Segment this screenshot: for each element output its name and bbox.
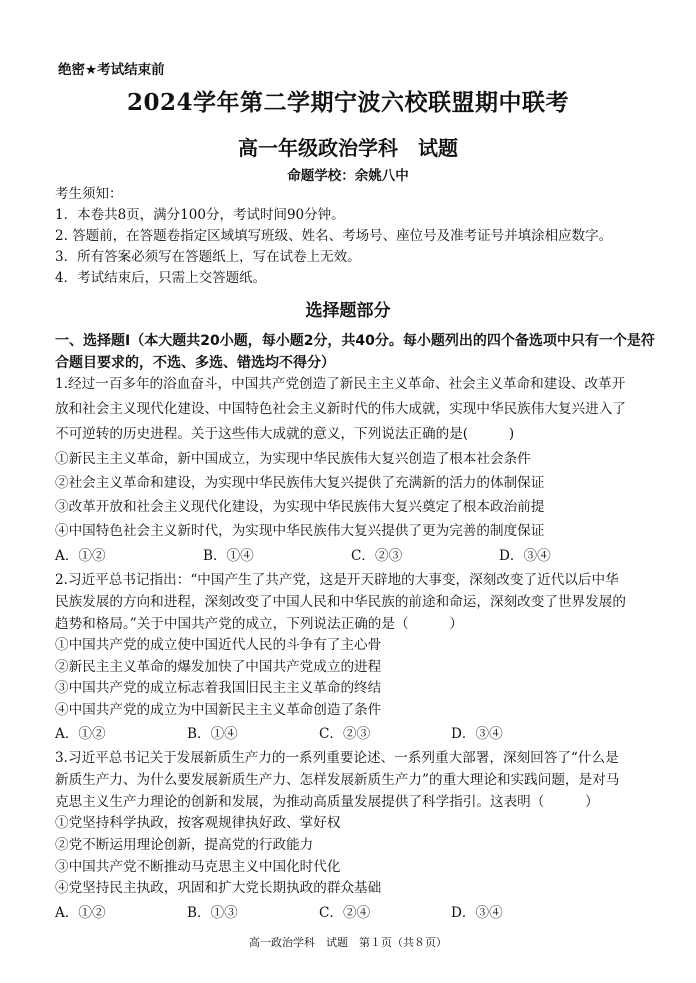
exam-notice [55, 184, 612, 289]
notice-item: 1．本卷共8页，满分100分，考试时间90分钟。 [55, 207, 345, 223]
question-option: ④中国共产党的成立为中国新民主主义革命创造了条件 [55, 701, 382, 718]
answer-choices [55, 721, 665, 747]
question-stem-line: 不可逆转的历史进程。关于这些伟大成就的意义，下列说法正确的是( ) [55, 426, 515, 442]
question-stem-line: 趋势和格局。”关于中国共产党的成立，下列说法正确的是（ ） [55, 616, 463, 632]
section-title: 选择题部分 [305, 301, 391, 321]
notice-item: 2. 答题前，在答题卷指定区域填写班级、姓名、考场号、座位号及准考证号并填涂相应数字。 [55, 228, 613, 244]
answer-choice-d: D．③④ [451, 904, 503, 921]
school-line: 命题学校：余姚八中 [287, 168, 409, 184]
question-option: ②党不断运用理论创新，提高党的行政能力 [55, 836, 314, 853]
question-list [55, 372, 665, 926]
exam-title: 2024学年第二学期宁波六校联盟期中联考 [126, 89, 569, 116]
answer-choice-c: C．②③ [319, 726, 371, 743]
answer-choice-a: A．①② [55, 726, 106, 743]
answer-choice-b: B．①④ [187, 726, 238, 743]
question-option: ①党坚持科学执政，按客观规律执好政、掌好权 [55, 815, 341, 832]
part-heading: 一、选择题Ⅰ（本大题共20小题，每小题2分，共40分。每小题列出的四个备选项中只有一个是符合题目要求的，不选、多选、错选均不得分） [55, 333, 655, 371]
answer-choice-a: A．①② [55, 904, 106, 921]
question-option: ④党坚持民主执政，巩固和扩大党长期执政的群众基础 [55, 880, 382, 897]
question-stem-line: 克思主义生产力理论的创新和发展，为推动高质量发展提供了科学指引。这表明（ ） [55, 794, 599, 811]
notice-heading: 考生须知： [55, 186, 123, 202]
answer-choice-b: B．①③ [187, 904, 238, 921]
question-option: ②新民主主义革命的爆发加快了中国共产党成立的进程 [55, 658, 382, 675]
secret-label: 绝密★考试结束前 [58, 62, 165, 78]
question-option: ④中国特色社会主义新时代，为实现中华民族伟大复兴提供了更为完善的制度保证 [55, 523, 545, 539]
question-2 [55, 569, 665, 747]
answer-choice-c: C．②④ [319, 904, 371, 921]
answer-choices [55, 543, 665, 569]
answer-choice-d: D．③④ [451, 726, 503, 743]
question-stem-line: 民族发展的方向和进程，深刻改变了中国人民和中华民族的前途和命运，深刻改变了世界发展的 [55, 594, 626, 610]
question-stem-line: 2.习近平总书记指出：“中国产生了共产党，这是开天辟地的大事变，深刻改变了近代以后中华 [55, 572, 619, 588]
answer-choice-c: C．②③ [351, 548, 403, 564]
question-stem-line: 放和社会主义现代化建设、中国特色社会主义新时代的伟大成就，实现中华民族伟大复兴进入了 [55, 401, 626, 417]
question-3 [55, 747, 665, 925]
question-option: ②社会主义革命和建设，为实现中华民族伟大复兴提供了充满新的活力的体制保证 [55, 475, 545, 491]
notice-item: 4．考试结束后，只需上交答题纸。 [55, 270, 267, 286]
question-1 [55, 372, 665, 569]
question-stem-line: 1.经过一百多年的浴血奋斗，中国共产党创造了新民主主义革命、社会主义革命和建设、改革开 [55, 376, 626, 392]
subject-title: 高一年级政治学科 试题 [238, 136, 458, 160]
question-option: ③改革开放和社会主义现代化建设，为实现中华民族伟大复兴奠定了根本政治前提 [55, 499, 545, 515]
question-stem-line: 新质生产力、为什么要发展新质生产力、怎样发展新质生产力”的重大理论和实践问题，是对马 [55, 772, 620, 789]
answer-choices [55, 900, 665, 926]
question-option: ①新民主主义革命，新中国成立，为实现中华民族伟大复兴创造了根本社会条件 [55, 451, 531, 467]
answer-choice-d: D．③④ [499, 548, 551, 564]
page-footer: 高一政治学科 试题 第１页（共８页） [249, 936, 447, 949]
notice-item: 3．所有答案必须写在答题纸上，写在试卷上无效。 [55, 249, 361, 265]
answer-choice-a: A．①② [55, 548, 106, 564]
question-option: ③中国共产党的成立标志着我国旧民主主义革命的终结 [55, 680, 382, 697]
question-option: ③中国共产党不断推动马克思主义中国化时代化 [55, 858, 341, 875]
question-option: ①中国共产党的成立使中国近代人民的斗争有了主心骨 [55, 637, 382, 653]
question-stem-line: 3.习近平总书记关于发展新质生产力的一系列重要论述、一系列重大部署，深刻回答了“什么是 [55, 750, 619, 767]
answer-choice-b: B．①④ [203, 548, 254, 564]
